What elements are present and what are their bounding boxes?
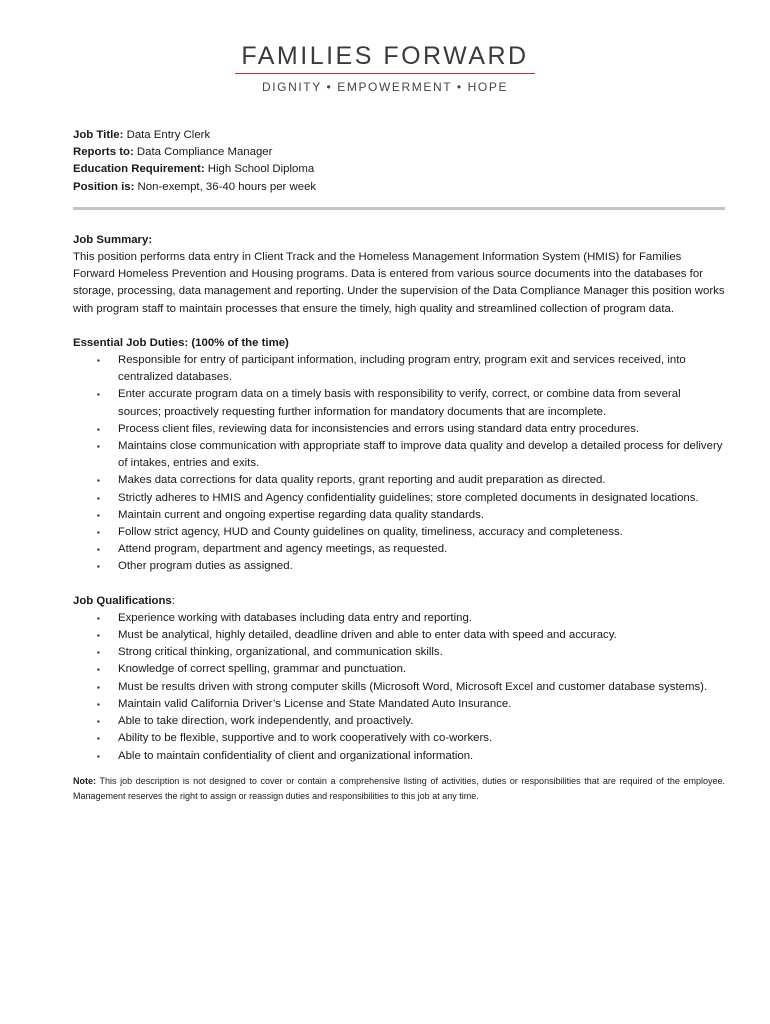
list-item xyxy=(73,541,725,558)
duties-heading: Essential Job Duties: (100% of the time) xyxy=(73,336,289,349)
bullet-icon: ▪ xyxy=(97,734,100,744)
list-item-text: Responsible for entry of participant information, including program entry, program exit and services received, into centralized databases. xyxy=(118,354,686,384)
list-item-text: Maintain current and ongoing expertise regarding data quality standards. xyxy=(118,508,484,521)
bullet-icon: ▪ xyxy=(97,631,100,641)
list-item-text: Knowledge of correct spelling, grammar and punctuation. xyxy=(118,663,407,676)
list-item xyxy=(73,421,725,438)
job-summary-heading: Job Summary: xyxy=(73,233,153,246)
list-item xyxy=(73,627,725,644)
bullet-icon: ▪ xyxy=(97,682,100,692)
document-body xyxy=(73,127,725,804)
list-item xyxy=(73,352,725,386)
disclaimer-note xyxy=(73,774,725,804)
list-item xyxy=(73,438,725,472)
list-item-text: Able to take direction, work independently, and proactively. xyxy=(118,715,414,728)
letterhead xyxy=(0,42,770,94)
bullet-icon: ▪ xyxy=(97,476,100,486)
bullet-icon: ▪ xyxy=(97,545,100,555)
bullet-icon: ▪ xyxy=(97,648,100,658)
meta-value: High School Diploma xyxy=(204,163,315,176)
bullet-icon: ▪ xyxy=(97,717,100,727)
list-item xyxy=(73,748,725,765)
list-item xyxy=(73,661,725,678)
list-item xyxy=(73,490,725,507)
list-item-text: Enter accurate program data on a timely basis with responsibility to verify, correct, or combine data from several sources; proactively requesting further information for mandatory documents that are incomplete. xyxy=(118,388,681,418)
note-label: Note: xyxy=(73,775,96,786)
duties-list xyxy=(73,352,725,576)
bullet-icon: ▪ xyxy=(97,665,100,675)
organization-tagline: DIGNITY • EMPOWERMENT • HOPE xyxy=(261,80,509,94)
qualifications-heading-line xyxy=(73,593,725,610)
qualifications-section xyxy=(73,593,725,765)
list-item xyxy=(73,610,725,627)
qualifications-list xyxy=(73,610,725,765)
section-divider xyxy=(73,207,725,210)
list-item-text: Strong critical thinking, organizational, and communication skills. xyxy=(118,646,443,659)
list-item-text: Other program duties as assigned. xyxy=(118,560,293,573)
job-summary-text: This position performs data entry in Client Track and the Homeless Management Information System (HMIS) for Families Forward Homeless Prevention and Housing programs. Data is entered from various source documents into the databases for storage, processing, data management and reporting. Under the supervision of the Data Compliance Manager this position works with program staff to maintain processes that ensure the timely, high quality and streamlined collection of program data. xyxy=(73,251,725,315)
bullet-icon: ▪ xyxy=(97,493,100,503)
meta-label: Position is: xyxy=(73,180,135,193)
list-item xyxy=(73,472,725,489)
bullet-icon: ▪ xyxy=(97,510,100,520)
list-item-text: Attend program, department and agency meetings, as requested. xyxy=(118,543,448,556)
list-item-text: Follow strict agency, HUD and County guidelines on quality, timeliness, accuracy and completeness. xyxy=(118,526,623,539)
bullet-icon: ▪ xyxy=(97,390,100,400)
list-item-text: Maintains close communication with appropriate staff to improve data quality and develop a detailed process for delivery of intakes, entries and exits. xyxy=(118,440,723,470)
qualifications-heading: Job Qualifications xyxy=(73,594,172,607)
list-item-text: Must be analytical, highly detailed, deadline driven and able to enter data with speed and accuracy. xyxy=(118,629,617,642)
meta-label: Job Title: xyxy=(73,129,124,141)
note-text: This job description is not designed to cover or contain a comprehensive listing of activities, duties or responsibilities that are required of the employee. Management reserves the right to assign or reassign duties and responsibilities to this job at any time. xyxy=(73,775,725,801)
bullet-icon: ▪ xyxy=(97,751,100,761)
letterhead-rule xyxy=(235,73,535,74)
qualifications-heading-colon: : xyxy=(171,594,175,607)
meta-reports-to xyxy=(73,144,725,161)
duties-section xyxy=(73,335,725,576)
bullet-icon: ▪ xyxy=(97,699,100,709)
list-item xyxy=(73,507,725,524)
meta-job-title xyxy=(73,127,725,144)
list-item-text: Able to maintain confidentiality of client and organizational information. xyxy=(118,749,474,762)
bullet-icon: ▪ xyxy=(97,528,100,538)
meta-value: Non-exempt, 36-40 hours per week xyxy=(134,180,317,193)
list-item xyxy=(73,713,725,730)
list-item-text: Ability to be flexible, supportive and to work cooperatively with co-workers. xyxy=(118,732,493,745)
meta-value: Data Entry Clerk xyxy=(123,129,211,141)
bullet-icon: ▪ xyxy=(97,356,100,366)
bullet-icon: ▪ xyxy=(97,613,100,623)
list-item xyxy=(73,558,725,575)
list-item-text: Makes data corrections for data quality reports, grant reporting and audit preparation as directed. xyxy=(118,474,606,487)
list-item xyxy=(73,644,725,661)
list-item-text: Must be results driven with strong computer skills (Microsoft Word, Microsoft Excel and customer database systems). xyxy=(118,680,708,693)
meta-label: Education Requirement: xyxy=(73,163,205,176)
meta-position xyxy=(73,179,725,196)
list-item-text: Experience working with databases including data entry and reporting. xyxy=(118,611,472,624)
list-item xyxy=(73,679,725,696)
bullet-icon: ▪ xyxy=(97,424,100,434)
meta-value: Data Compliance Manager xyxy=(133,146,273,159)
bullet-icon: ▪ xyxy=(97,562,100,572)
list-item xyxy=(73,524,725,541)
job-meta xyxy=(73,127,725,196)
meta-label: Reports to: xyxy=(73,146,134,159)
organization-name: FAMILIES FORWARD xyxy=(241,42,529,70)
list-item-text: Maintain valid California Driver’s License and State Mandated Auto Insurance. xyxy=(118,697,512,710)
meta-education xyxy=(73,161,725,178)
list-item xyxy=(73,386,725,420)
list-item xyxy=(73,730,725,747)
job-summary-section xyxy=(73,232,725,318)
list-item-text: Process client files, reviewing data for inconsistencies and errors using standard data entry procedures. xyxy=(118,422,640,435)
bullet-icon: ▪ xyxy=(97,442,100,452)
list-item-text: Strictly adheres to HMIS and Agency confidentiality guidelines; store completed documents in designated locations. xyxy=(118,491,699,504)
list-item xyxy=(73,696,725,713)
